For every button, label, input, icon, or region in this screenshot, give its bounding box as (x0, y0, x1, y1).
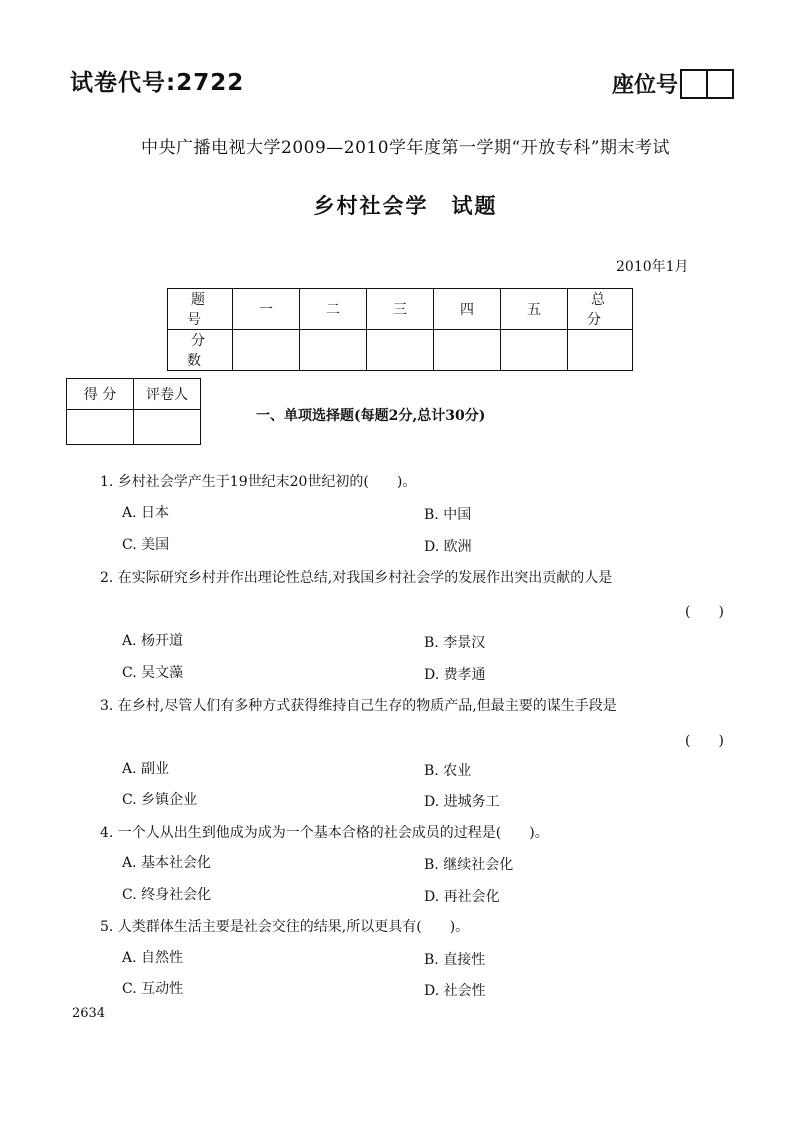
score-input-cell (367, 330, 434, 371)
option-c: C. 互动性 (122, 981, 184, 997)
option-c: C. 吴文藻 (122, 665, 184, 681)
page-number: 2634 (72, 1006, 106, 1021)
exam-title: 中央广播电视大学2009—2010学年度第一学期“开放专科”期末考试 (141, 138, 670, 158)
option-d: D. 费孝通 (424, 667, 486, 683)
option-d: D. 欧洲 (424, 539, 472, 555)
score-input-cell (568, 330, 633, 371)
option-d: D. 进城务工 (424, 794, 500, 810)
option-a: A. 日本 (122, 505, 170, 521)
option-a: A. 自然性 (122, 950, 184, 966)
option-b: B. 中国 (424, 507, 472, 523)
score-input-cell (501, 330, 568, 371)
score-table-header-row (168, 289, 633, 330)
option-a: A. 基本社会化 (122, 855, 212, 871)
answer-paren: ( ) (685, 733, 724, 749)
answer-paren: ( ) (685, 604, 724, 620)
question-text: 2. 在实际研究乡村并作出理论性总结,对我国乡村社会学的发展作出突出贡献的人是 (100, 570, 613, 586)
question-text: 4. 一个人从出生到他成为成为一个基本合格的社会成员的过程是( )。 (100, 825, 549, 841)
option-c: C. 美国 (122, 537, 170, 553)
option-d: D. 再社会化 (424, 889, 500, 905)
score-table-cell: 五 (501, 289, 568, 330)
option-b: B. 直接性 (424, 952, 486, 968)
score-table-cell: 分 数 (168, 330, 233, 371)
score-input-cell (434, 330, 501, 371)
score-input-cell (300, 330, 367, 371)
score-table-cell: 二 (300, 289, 367, 330)
option-b: B. 农业 (424, 763, 472, 779)
score-table-cell: 四 (434, 289, 501, 330)
option-a: A. 副业 (122, 761, 170, 777)
option-d: D. 社会性 (424, 983, 486, 999)
exam-code: 试卷代号:2722 (70, 70, 245, 96)
grader-table-grader-label: 评卷人 (134, 379, 201, 410)
score-table-cell: 三 (367, 289, 434, 330)
score-table-cell: 一 (233, 289, 300, 330)
option-b: B. 李景汉 (424, 635, 486, 651)
exam-date: 2010年1月 (616, 259, 689, 275)
score-table-cell: 总 分 (568, 289, 633, 330)
question-text: 3. 在乡村,尽管人们有多种方式获得维持自己生存的物质产品,但最主要的谋生手段是 (100, 698, 617, 714)
score-table (167, 288, 633, 371)
grader-name-cell (134, 410, 201, 445)
section-title: 一、单项选择题(每题2分,总计30分) (256, 408, 486, 424)
option-c: C. 终身社会化 (122, 887, 212, 903)
seat-number-boxes (680, 69, 734, 99)
score-input-cell (233, 330, 300, 371)
seat-number-label: 座位号 (612, 73, 679, 98)
grader-table (66, 378, 201, 445)
grader-table-score-label: 得 分 (67, 379, 134, 410)
question-text: 1. 乡村社会学产生于19世纪末20世纪初的( )。 (100, 474, 417, 490)
score-table-score-row (168, 330, 633, 371)
option-a: A. 杨开道 (122, 633, 184, 649)
question-text: 5. 人类群体生活主要是社会交往的结果,所以更具有( )。 (100, 919, 470, 935)
seat-number (612, 68, 734, 99)
subject-title: 乡村社会学 试题 (313, 194, 498, 218)
score-table-cell: 题 号 (168, 289, 233, 330)
grader-score-cell (67, 410, 134, 445)
option-c: C. 乡镇企业 (122, 792, 198, 808)
option-b: B. 继续社会化 (424, 857, 514, 873)
